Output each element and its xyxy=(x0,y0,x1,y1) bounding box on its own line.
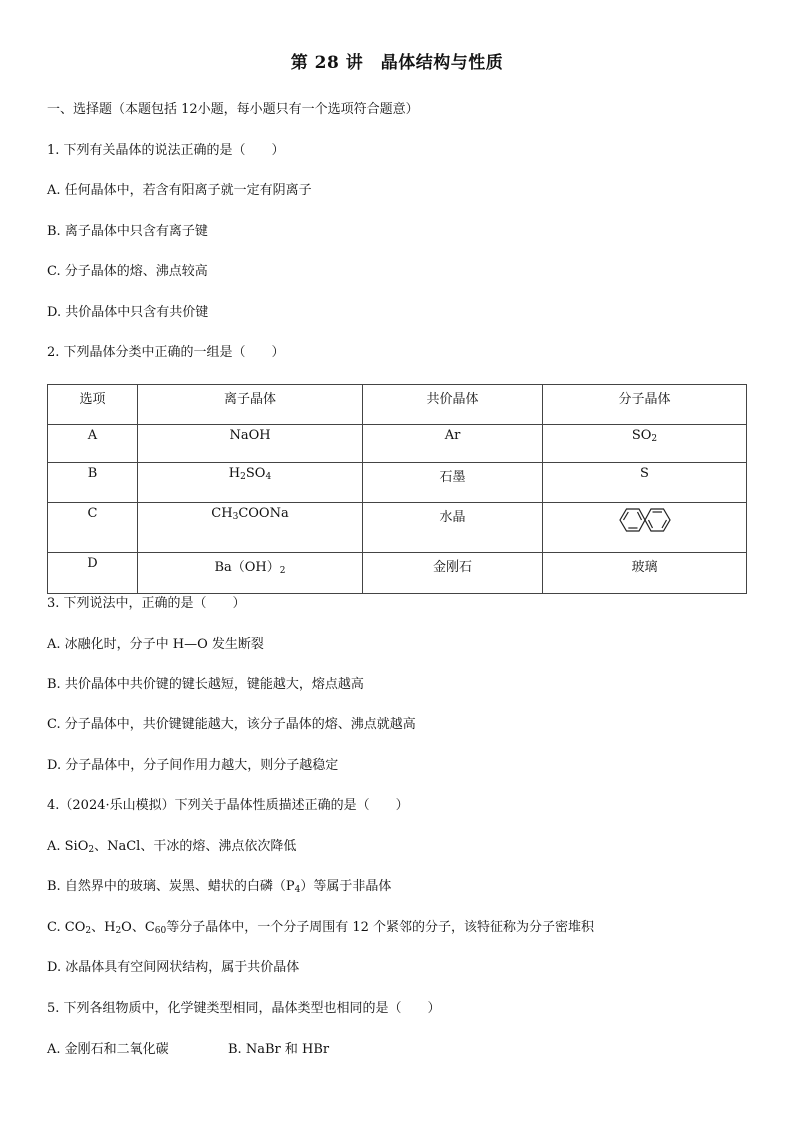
section-heading: 一、选择题（本题包括 12小题，每小题只有一个选项符合题意） xyxy=(47,102,419,117)
q1-stem: 1. 下列有关晶体的说法正确的是（ ） xyxy=(47,143,285,158)
row-d-ionic: $Ba(OH)_2$ xyxy=(138,553,363,594)
q5-option-a: A. 金刚石和二氧化碳 xyxy=(47,1042,169,1057)
row-a-ionic: NaOH xyxy=(138,425,363,463)
header-ionic: 离子晶体 xyxy=(138,385,363,425)
header-covalent: 共价晶体 xyxy=(363,385,543,425)
header-molecular: 分子晶体 xyxy=(543,385,747,425)
q1-option-d: D. 共价晶体中只含有共价键 xyxy=(47,305,209,320)
q3-option-b: B. 共价晶体中共价键的键长越短，键能越大，熔点越高 xyxy=(47,677,364,692)
row-c-covalent: 水晶 xyxy=(363,503,543,553)
table-row xyxy=(48,503,747,553)
row-a-option: A xyxy=(48,425,138,463)
q3-option-d: D. 分子晶体中，分子间作用力越大，则分子越稳定 xyxy=(47,758,339,773)
q1-option-b: B. 离子晶体中只含有离子键 xyxy=(47,224,208,239)
row-b-option: B xyxy=(48,463,138,503)
row-d-option: D xyxy=(48,553,138,594)
table-row xyxy=(48,425,747,463)
q3-option-a: A. 冰融化时，分子中 H—O 发生断裂 xyxy=(47,637,264,652)
q1-option-c: C. 分子晶体的熔、沸点较高 xyxy=(47,264,208,279)
row-d-covalent: 金刚石 xyxy=(363,553,543,594)
naphthalene-structure-icon xyxy=(617,505,673,535)
crystal-classification-table xyxy=(47,384,747,594)
row-c-option: C xyxy=(48,503,138,553)
row-a-molecular: $SO_2$ xyxy=(543,425,747,463)
row-b-molecular: S xyxy=(543,463,747,503)
table-row xyxy=(48,553,747,594)
q4-option-d: D. 冰晶体具有空间网状结构，属于共价晶体 xyxy=(47,960,300,975)
table-row xyxy=(48,463,747,503)
q1-option-a: A. 任何晶体中，若含有阳离子就一定有阴离子 xyxy=(47,183,312,198)
page-title: 第 28 讲 晶体结构与性质 xyxy=(290,53,504,73)
q4-option-a: A. SiO$_2$、NaCl、干冰的熔、沸点依次降低 xyxy=(47,839,297,855)
q4-option-b: B. 自然界中的玻璃、炭黑、蜡状的白磷$(P_4)$等属于非晶体 xyxy=(47,879,392,895)
q5-option-b: B. NaBr 和 HBr xyxy=(228,1042,330,1057)
table-header-row xyxy=(48,385,747,425)
q3-stem: 3. 下列说法中，正确的是（ ） xyxy=(47,596,246,611)
q3-option-c: C. 分子晶体中，共价键键能越大，该分子晶体的熔、沸点就越高 xyxy=(47,717,416,732)
row-b-covalent: 石墨 xyxy=(363,463,543,503)
header-option: 选项 xyxy=(48,385,138,425)
q2-stem: 2. 下列晶体分类中正确的一组是（ ） xyxy=(47,345,285,360)
q4-option-c: C. $CO_2$、$H_2O$、$C_{60}$等分子晶体中，一个分子周围有 12 个紧邻的分子，该特征称为分子密堆积 xyxy=(47,920,595,936)
q5-stem: 5. 下列各组物质中，化学键类型相同，晶体类型也相同的是（ ） xyxy=(47,1001,441,1016)
row-b-ionic: $H_2SO_4$ xyxy=(138,463,363,503)
row-d-molecular: 玻璃 xyxy=(543,553,747,594)
row-c-molecular xyxy=(543,503,747,553)
row-a-covalent: Ar xyxy=(363,425,543,463)
q4-stem: 4.（2024·乐山模拟）下列关于晶体性质描述正确的是（ ） xyxy=(47,798,409,813)
row-c-ionic: $CH_3COONa$ xyxy=(138,503,363,553)
